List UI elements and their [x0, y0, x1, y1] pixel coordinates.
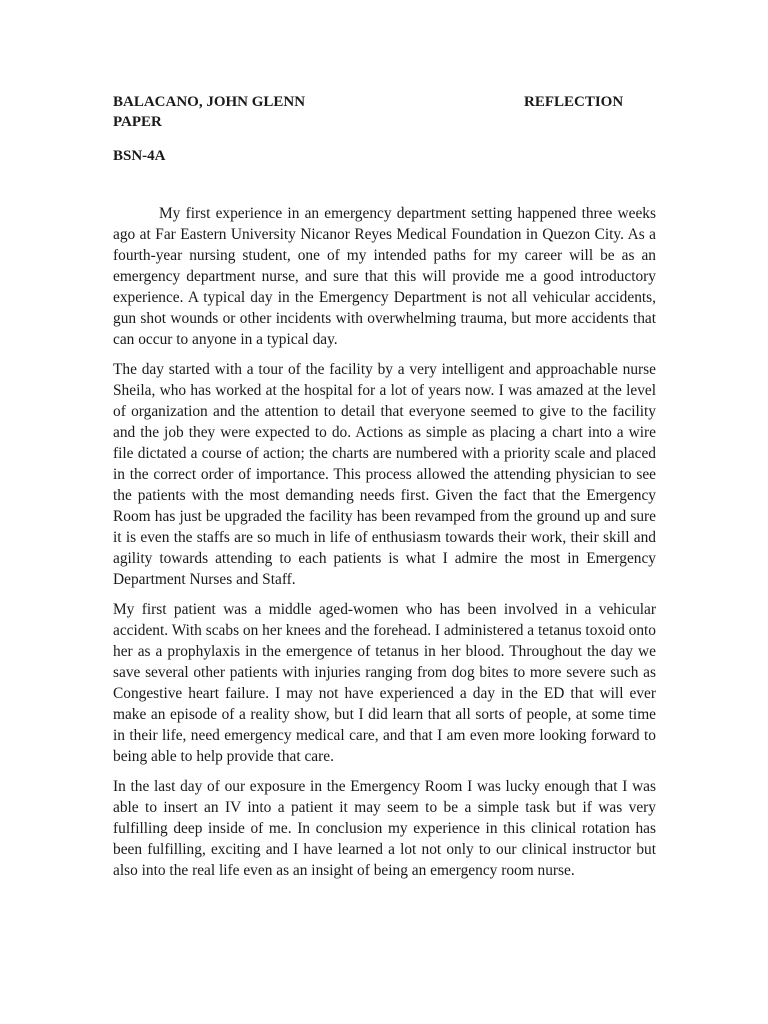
paragraph-4: In the last day of our exposure in the Emergency Room I was lucky enough that I was able to insert an IV into a patient it may seem to be a simple task but if was very fulfilling deep inside of me. In conclusion my experience in this clinical rotation has been fulfilling, exciting and I have learned a lot not only to our clinical instructor but also into the real life even as an insight of being an emergency room nurse. [113, 778, 656, 879]
class-section: BSN-4A [113, 148, 166, 164]
paragraph-3: My first patient was a middle aged-women who has been involved in a vehicular accident. With scabs on her knees and the forehead. I administered a tetanus toxoid onto her as a prophylaxis in the emergence of tetanus in her blood. Throughout the day we save several other patients with injuries ranging from dog bites to more severe such as Congestive heart failure. I may not have experienced a day in the ED that will ever make an episode of a reality show, but I did learn that all sorts of people, at some time in their life, need emergency medical care, and that I am even more looking forward to being able to help provide that care. [113, 601, 656, 765]
document-type-continued: PAPER [113, 114, 162, 130]
author-name: BALACANO, JOHN GLENN [113, 94, 306, 110]
paragraph-1: My first experience in an emergency department setting happened three weeks ago at Far Eastern University Nicanor Reyes Medical Foundation in Quezon City. As a fourth-year nursing student, one of my intended paths for my career will be as an emergency department nurse, and sure that this will provide me a good introductory experience. A typical day in the Emergency Department is not all vehicular accidents, gun shot wounds or other incidents with overwhelming trauma, but more accidents that can occur to anyone in a typical day. [113, 205, 656, 348]
document-type: REFLECTION [524, 94, 624, 110]
body-text [113, 203, 656, 890]
paragraph-2: The day started with a tour of the facility by a very intelligent and approachable nurse Sheila, who has worked at the hospital for a lot of years now. I was amazed at the level of organization and the attention to detail that everyone seemed to give to the facility and the job they were expected to do. Actions as simple as placing a chart into a wire file dictated a course of action; the charts are numbered with a priority scale and placed in the correct order of importance. This process allowed the attending physician to see the patients with the most demanding needs first. Given the fact that the Emergency Room has just be upgraded the facility has been revamped from the ground up and sure it is even the staffs are so much in life of enthusiasm towards their work, their skill and agility towards attending to each patients is what I admire the most in Emergency Department Nurses and Staff. [113, 361, 656, 588]
